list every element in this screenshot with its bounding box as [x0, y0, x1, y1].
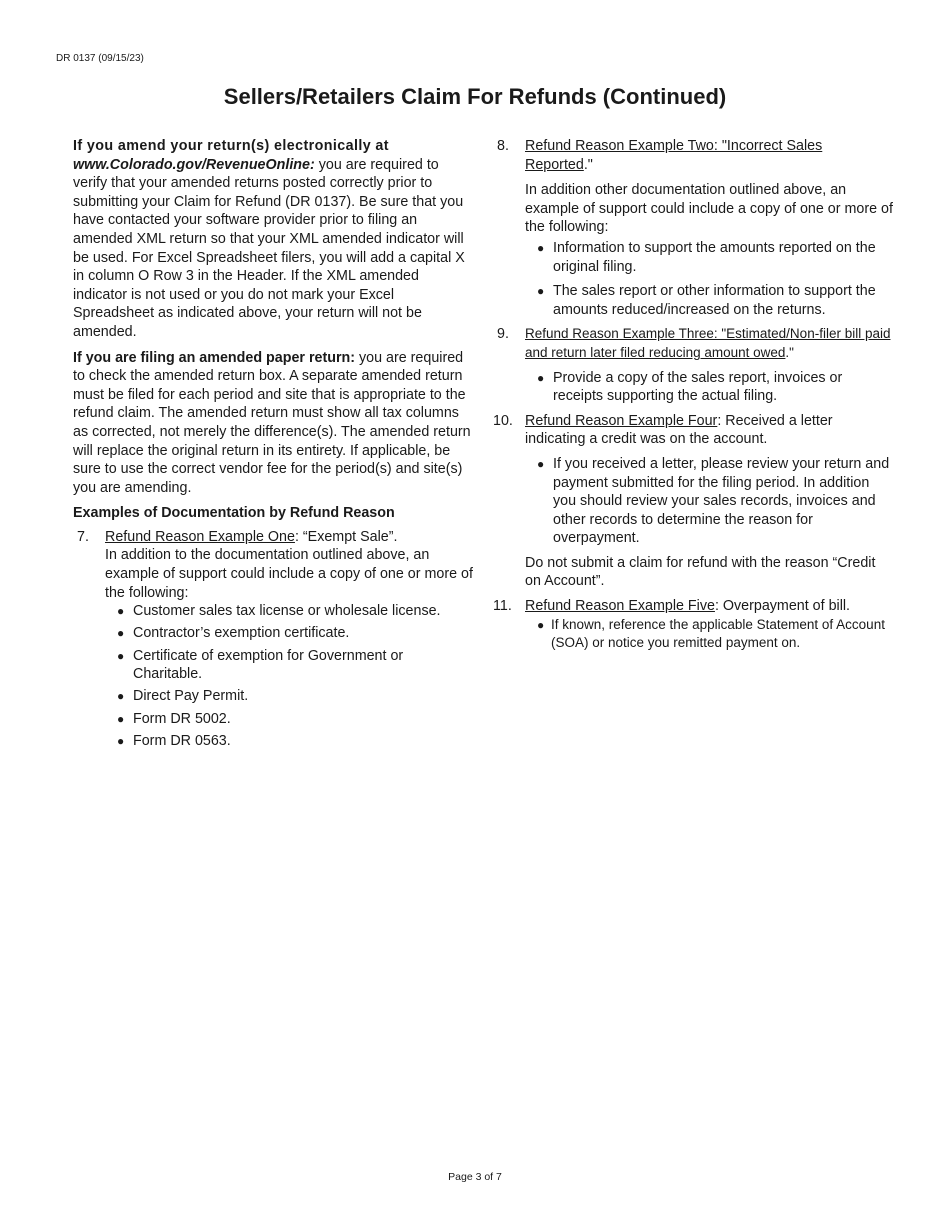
- list-item: ● If you received a letter, please review your return and payment submitted for the filing period. In addition you should review your sales records, invoices and other records to determine the reason for overpayment.: [525, 455, 893, 548]
- item-9-title: [525, 325, 893, 362]
- item-7-bullets: [105, 602, 473, 750]
- item-label-rest: : “Exempt Sale”.: [294, 528, 398, 545]
- list-item: ● Certificate of exemption for Government or Charitable.: [105, 647, 473, 684]
- item-10-title: [525, 412, 893, 449]
- amend-electronic-body: you are required to verify that your amended returns posted correctly prior to submitting your Claim for Refund (DR 0137). Be sure that you have contacted your software provider prior to filing an amended XML return so that your XML amended indicator will be used. For Excel Spreadsheet filers, you will add a capital X in column O Row 3 in the Header. If the XML amended indicator is not used or you do not mark your Excel Spreadsheet as indicated above, your return will not be amended.: [73, 156, 465, 340]
- list-item: ● Direct Pay Permit.: [105, 687, 473, 706]
- item-7-body: In addition to the documentation outlined above, an example of support could include a copy of one or more of the following:: [105, 547, 473, 601]
- item-8: [493, 137, 893, 319]
- examples-heading: Examples of Documentation by Refund Reason: [73, 505, 395, 522]
- amend-paper-lead: If you are filing an amended paper return:: [73, 349, 356, 366]
- item-10-note: Do not submit a claim for refund with the reason “Credit on Account”.: [525, 554, 876, 590]
- item-label-rest: .": [583, 156, 593, 173]
- item-8-title: [525, 137, 893, 174]
- amend-paper-body: you are required to check the amended return box. A separate amended return must be filed for each period and site that is appropriate to the refund claim. The amended return must show all tax columns as corrected, not merely the difference(s). The amended return will replace the original return in its entirety. If applicable, be sure to use the correct vendor fee for the period(s) and site(s) you are amending.: [73, 349, 471, 496]
- item-10: [493, 412, 893, 591]
- item-10-bullets: [525, 455, 893, 548]
- item-8-body: In addition other documentation outlined above, an example of support could include a copy of one or more of the following:: [525, 182, 893, 236]
- list-item: ● Form DR 0563.: [105, 732, 473, 751]
- list-item: ● Provide a copy of the sales report, invoices or receipts supporting the actual filing.: [525, 369, 893, 406]
- item-label: Refund Reason Example Four: [525, 412, 718, 429]
- item-number: 7.: [77, 528, 89, 545]
- item-11-title: [525, 597, 893, 616]
- item-number: 11.: [493, 598, 512, 615]
- page-number: Page 3 of 7: [448, 1171, 502, 1183]
- item-7-title: [105, 528, 473, 547]
- list-item: ● Form DR 5002.: [105, 710, 473, 729]
- list-item: ● Information to support the amounts reported on the original filing.: [525, 239, 893, 276]
- item-9-bullets: [525, 369, 893, 406]
- list-item: ● If known, reference the applicable Statement of Account (SOA) or notice you remitted payment on.: [525, 616, 893, 653]
- list-item: ● Customer sales tax license or wholesale license.: [105, 602, 473, 621]
- list-item: ● The sales report or other information to support the amounts reduced/increased on the returns.: [525, 282, 893, 319]
- item-label-rest: .": [785, 344, 794, 360]
- item-8-bullets: [525, 239, 893, 319]
- item-label: Refund Reason Example Five: [525, 598, 715, 615]
- page-title: Sellers/Retailers Claim For Refunds (Continued): [223, 84, 727, 109]
- amend-paper-paragraph: [73, 349, 473, 498]
- right-column: [493, 137, 893, 653]
- item-number: 8.: [497, 138, 509, 154]
- left-column: [73, 137, 473, 754]
- list-item: ● Contractor’s exemption certificate.: [105, 624, 473, 643]
- item-label: Refund Reason Example Three: "Estimated/Non-filer bill paid and return later filed reducing amount owed: [525, 326, 891, 360]
- revenue-online-site: www.Colorado.gov/RevenueOnline:: [73, 156, 315, 173]
- item-label: Refund Reason Example One: [105, 528, 295, 545]
- item-number: 10.: [493, 412, 513, 429]
- form-id: DR 0137 (09/15/23): [56, 53, 144, 64]
- amend-electronic-lead: If you amend your return(s) electronically at: [73, 138, 389, 154]
- item-9: [493, 325, 893, 405]
- item-label: Refund Reason Example Two: "Incorrect Sales Reported: [525, 138, 823, 173]
- item-11: [493, 597, 893, 653]
- amend-electronic-paragraph: [73, 137, 473, 342]
- item-number: 9.: [497, 326, 509, 343]
- item-label-rest: : Overpayment of bill.: [714, 598, 851, 615]
- item-11-bullets: [525, 616, 893, 653]
- item-label-rest: : Received a letter indicating a credit was on the account.: [525, 412, 833, 448]
- item-7: [73, 528, 473, 751]
